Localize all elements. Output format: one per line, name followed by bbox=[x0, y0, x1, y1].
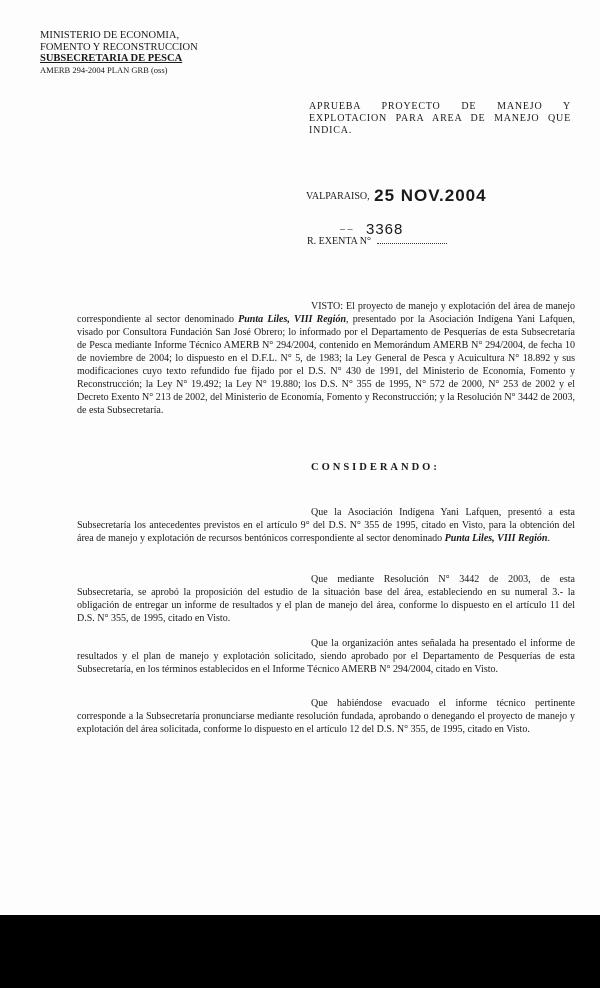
visto-text-b: , presentado por la Asociación Indígena Yani Lafquen, visado por Consultora Fundación San José Obrero; lo informado por el Departamento de Pesquerías de esta Subsecretaría de Pesca mediante Informe Técnico AMERB N° 294/2004, contenido en Memorándum AMERB N° 294/2004, de fecha 10 de noviembre de 2004; lo dispuesto en el D.F.L. N° 5, de 1983; la Ley General de Pesca y Acuicultura N° 18.892 y sus modificaciones cuyo texto refundido fue fijado por el D.S. N° 430 de 1991, del Ministerio de Economía, Fomento y Reconstrucción; la Ley N° 19.492; la Ley N° 19.880; los D.S. N° 355 de 1995, N° 572 de 2000, N° 253 de 2002 y el Decreto Exento N° 213 de 2002, del Ministerio de Economía, Fomento y Reconstrucción; y la Resolución N° 3442 de 2003, de esta Subsecretaría. bbox=[77, 314, 575, 416]
resolution-dash: – – bbox=[340, 224, 353, 235]
resolution-number-line bbox=[307, 221, 447, 247]
c1-text-b: . bbox=[547, 533, 550, 544]
considerando-paragraph-2: Que mediante Resolución N° 3442 de 2003, de esta Subsecretaría, se aprobó la proposición del estudio de la situación base del área, estableciendo en su numeral 3.- la obligación de entregar un informe de resultados y el plan de manejo del área, conforme lo dispuesto en el artículo 11 del D.S. N° 355, de 1995, citado en Visto. bbox=[77, 574, 575, 624]
resolution-label: R. EXENTA N° bbox=[307, 236, 372, 247]
resolution-subject: APRUEBA PROYECTO DE MANEJO Y EXPLOTACION PARA AREA DE MANEJO QUE INDICA. bbox=[309, 101, 571, 136]
resolution-number: 3368 bbox=[366, 221, 404, 238]
reference-code: AMERB 294-2004 PLAN GRB (oss) bbox=[40, 64, 168, 75]
c1-place: Punta Liles, VIII Región bbox=[444, 533, 548, 544]
letterhead bbox=[40, 30, 198, 76]
considerando-paragraph-4: Que habiéndose evacuado el informe técnico pertinente corresponde a la Subsecretaría pronunciarse mediante resolución fundada, aprobando o denegando el proyecto de manejo y explotación del área solicitada, conforme lo dispuesto en el artículo 12 del D.S. N° 355, de 1995, citado en Visto. bbox=[77, 698, 575, 735]
subsecretaria-line: SUBSECRETARIA DE PESCA bbox=[40, 53, 183, 64]
visto-lead: VISTO: bbox=[311, 301, 344, 312]
date-city: VALPARAISO, bbox=[306, 191, 370, 202]
date-line bbox=[306, 184, 487, 204]
visto-text-a: El proyecto de manejo y explotación del área de manejo correspondiente al sector denominado bbox=[77, 301, 575, 325]
ministry-line-2: FOMENTO Y RECONSTRUCCION bbox=[40, 41, 198, 53]
considerando-paragraph-1 bbox=[77, 506, 575, 545]
considerando-heading: CONSIDERANDO: bbox=[311, 462, 440, 473]
visto-paragraph bbox=[77, 300, 575, 417]
ministry-line: MINISTERIO DE ECONOMIA, bbox=[40, 30, 180, 41]
resolution-underline bbox=[377, 243, 447, 244]
c1-text-a: Que la Asociación Indígena Yani Lafquen, presentó a esta Subsecretaría los antecedentes previstos en el artículo 9° del D.S. N° 355 de 1995, citado en Visto, para la obtención del área de manejo y explotación de recursos bentónicos correspondiente al sector denominado bbox=[77, 507, 575, 544]
date-stamp: 25 NOV.2004 bbox=[374, 186, 487, 205]
scan-bottom-margin bbox=[0, 915, 600, 988]
visto-place: Punta Liles, VIII Región bbox=[238, 314, 347, 325]
considerando-paragraph-3: Que la organización antes señalada ha presentado el informe de resultados y el plan de manejo y explotación solicitado, siendo aprobado por el Departamento de Pesquerías de esta Subsecretaría, en los términos establecidos en el Informe Técnico AMERB N° 294/2004, citado en Visto. bbox=[77, 638, 575, 675]
